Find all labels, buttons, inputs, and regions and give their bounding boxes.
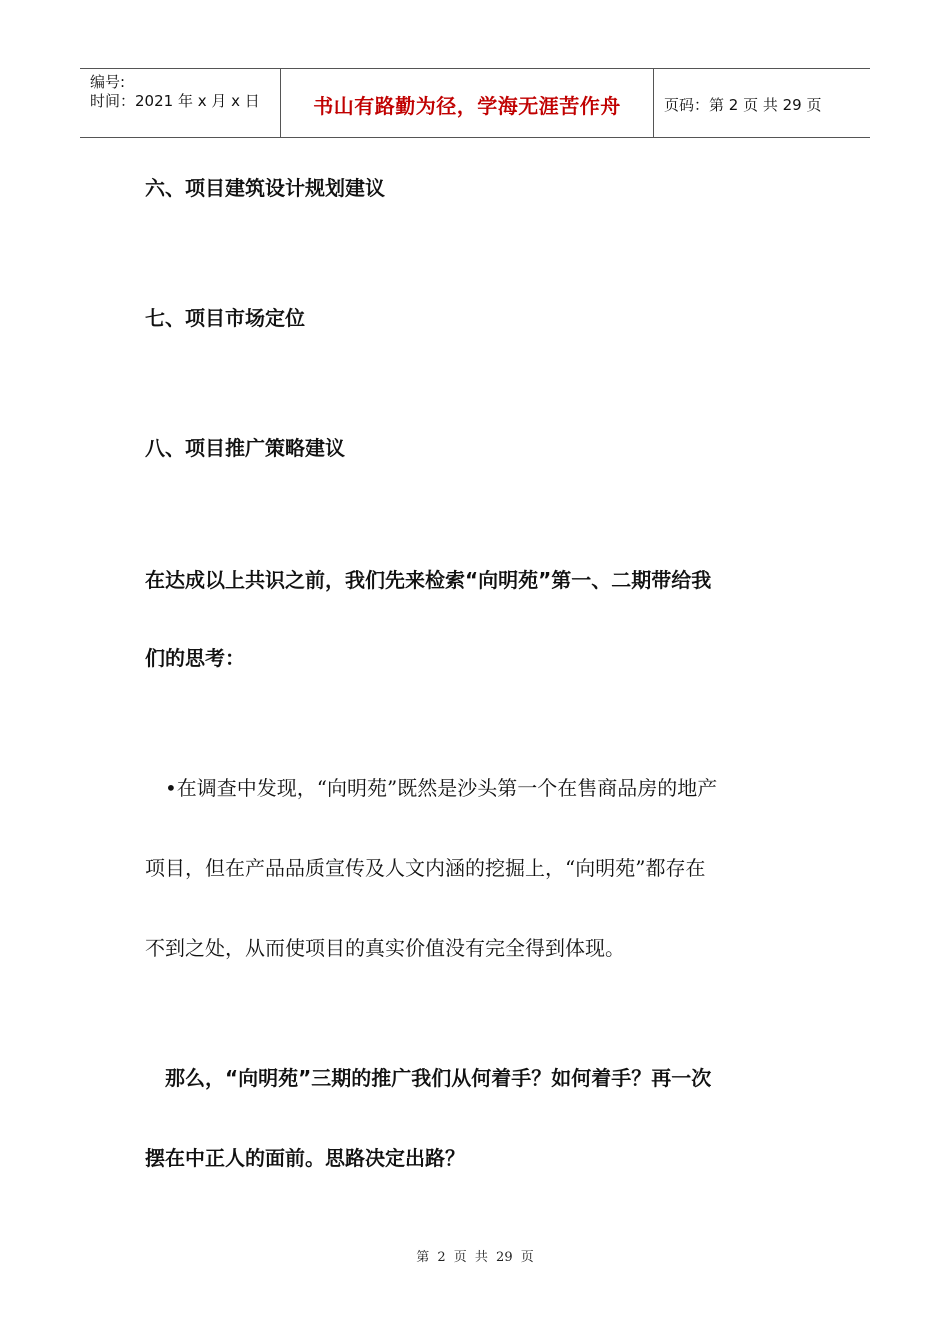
section-heading-8: 八、项目推广策略建议 bbox=[145, 436, 345, 460]
page-header bbox=[80, 68, 870, 138]
document-time-label: 时间：2021 年 x 月 x 日 bbox=[90, 92, 260, 110]
paragraph-intro-line-2: 们的思考： bbox=[145, 646, 245, 670]
paragraph-question-line-1: 那么，“向明苑”三期的推广我们从何着手？如何着手？再一次 bbox=[165, 1066, 712, 1090]
paragraph-finding-line-3: 不到之处，从而使项目的真实价值没有完全得到体现。 bbox=[145, 936, 625, 960]
header-page-info: 页码：第 2 页 共 29 页 bbox=[664, 95, 822, 114]
header-motto: 书山有路勤为径，学海无涯苦作舟 bbox=[281, 69, 654, 137]
paragraph-intro-line-1: 在达成以上共识之前，我们先来检索“向明苑”第一、二期带给我 bbox=[145, 568, 712, 592]
page-footer: 第 2 页 共 29 页 bbox=[416, 1250, 534, 1265]
paragraph-finding-line-1: •在调查中发现，“向明苑”既然是沙头第一个在售商品房的地产 bbox=[165, 776, 718, 800]
document-number-label: 编号: bbox=[90, 73, 126, 91]
paragraph-finding-line-2: 项目，但在产品品质宣传及人文内涵的挖掘上，“向明苑”都存在 bbox=[145, 856, 706, 880]
section-heading-7: 七、项目市场定位 bbox=[145, 306, 305, 330]
header-meta bbox=[80, 69, 281, 137]
section-heading-6: 六、项目建筑设计规划建议 bbox=[145, 176, 385, 200]
paragraph-question-line-2: 摆在中正人的面前。思路决定出路？ bbox=[145, 1146, 465, 1170]
